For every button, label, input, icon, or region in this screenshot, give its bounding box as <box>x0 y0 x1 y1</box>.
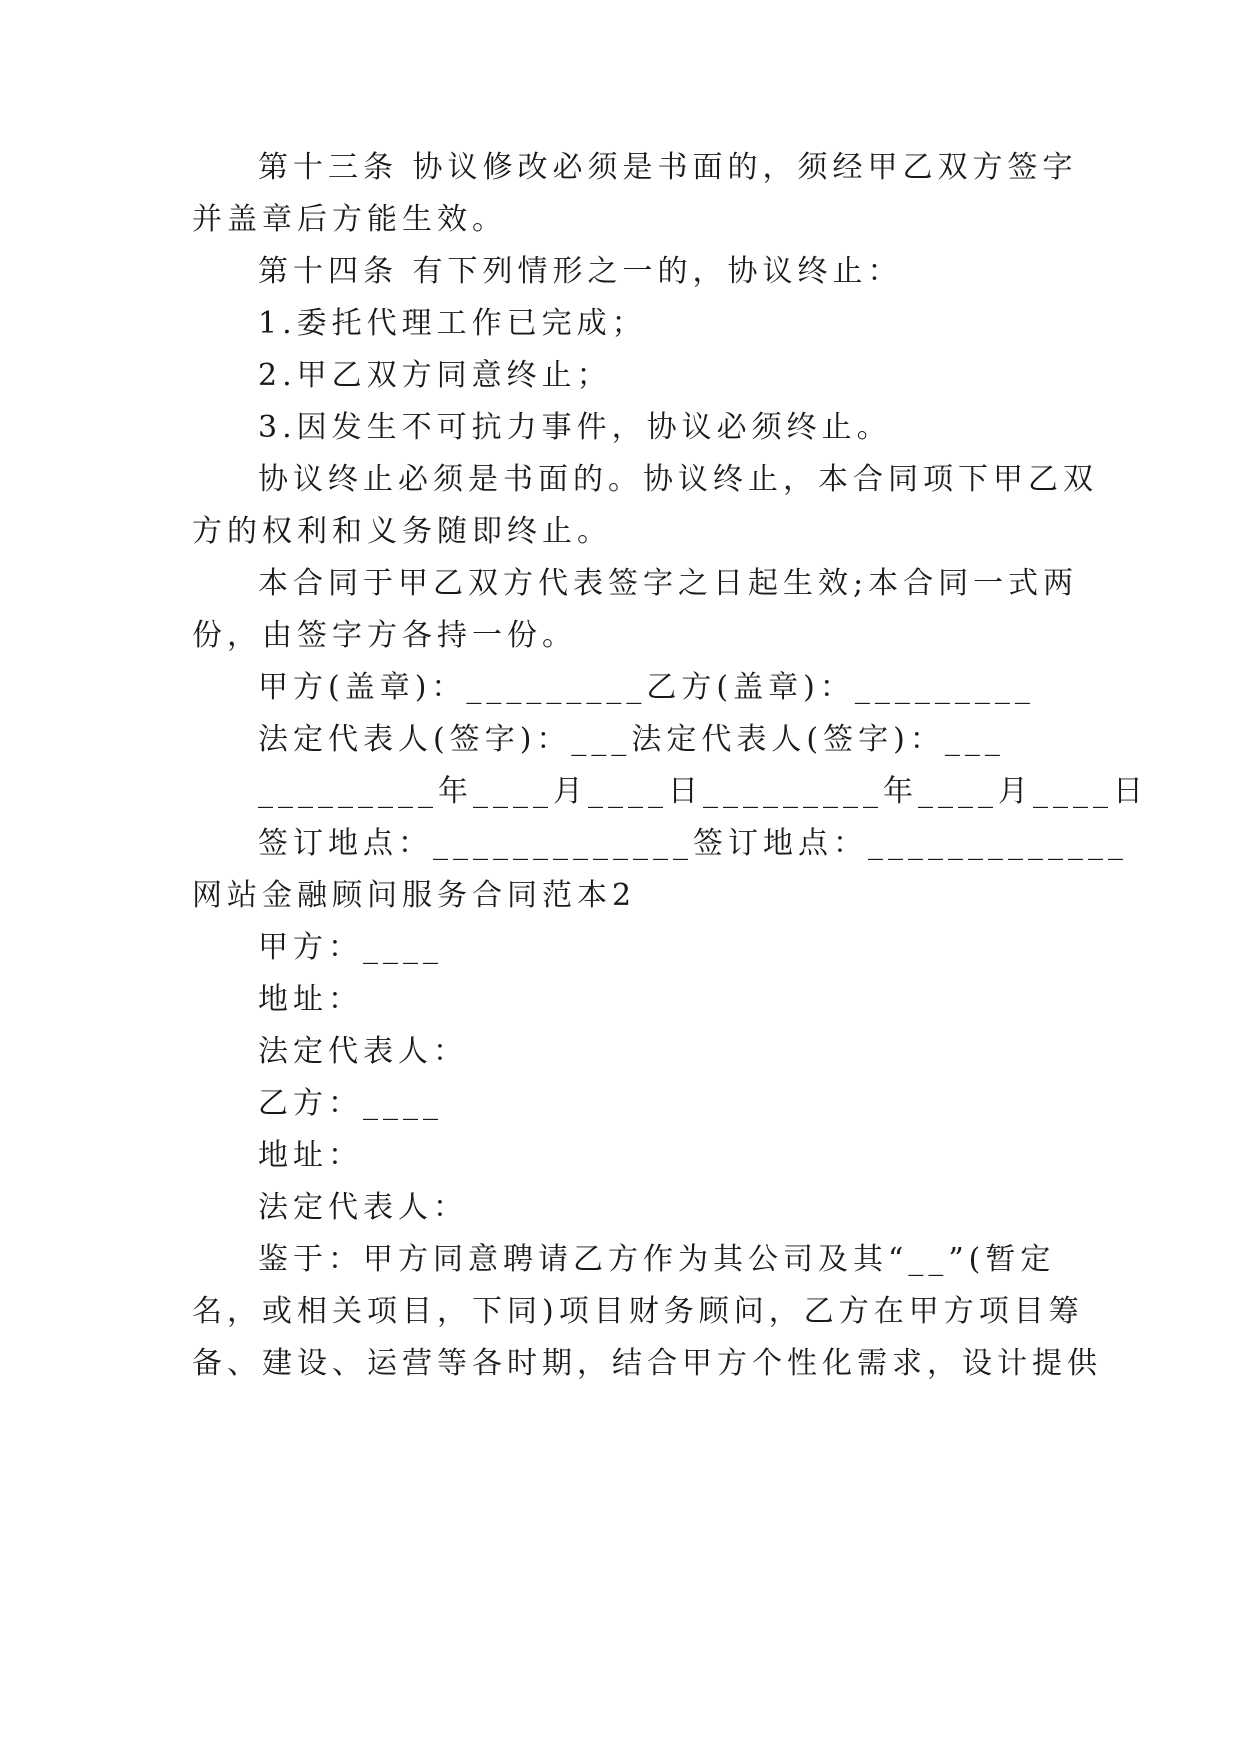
paragraph-line: 第十四条 有下列情形之一的，协议终止： <box>258 254 903 289</box>
list-item: 3.因发生不可抗力事件，协议必须终止。 <box>258 410 892 445</box>
party-a-representative-field: 法定代表人： <box>258 1034 468 1069</box>
section-title: 网站金融顾问服务合同范本2 <box>192 878 637 913</box>
signature-place-line: 签订地点：_____________签订地点：_____________ <box>258 826 1128 861</box>
signature-representative-line: 法定代表人(签字)：___法定代表人(签字)：___ <box>258 722 1005 757</box>
paragraph-line: 协议终止必须是书面的。协议终止，本合同项下甲乙双 <box>258 462 1098 497</box>
paragraph-line: 备、建设、运营等各时期，结合甲方个性化需求，设计提供 <box>192 1346 1102 1381</box>
paragraph-line: 份，由签字方各持一份。 <box>192 618 577 653</box>
paragraph-line: 第十三条 协议修改必须是书面的，须经甲乙双方签字 <box>258 150 1078 185</box>
party-b-field: 乙方：____ <box>258 1086 443 1121</box>
party-a-field: 甲方：____ <box>258 930 443 965</box>
paragraph-line: 鉴于：甲方同意聘请乙方作为其公司及其“__”(暂定 <box>258 1242 1056 1277</box>
list-item: 1.委托代理工作已完成； <box>258 306 647 341</box>
paragraph-line: 并盖章后方能生效。 <box>192 202 507 237</box>
list-item: 2.甲乙双方同意终止； <box>258 358 612 393</box>
party-a-address-field: 地址： <box>258 982 363 1017</box>
paragraph-line: 方的权利和义务随即终止。 <box>192 514 612 549</box>
signature-date-line: _________年____月____日_________年____月____日 <box>258 774 1148 809</box>
paragraph-line: 本合同于甲乙双方代表签字之日起生效;本合同一式两 <box>258 566 1079 601</box>
paragraph-line: 名，或相关项目，下同)项目财务顾问，乙方在甲方项目筹 <box>192 1294 1084 1329</box>
party-b-address-field: 地址： <box>258 1138 363 1173</box>
party-b-representative-field: 法定代表人： <box>258 1190 468 1225</box>
signature-seal-line: 甲方(盖章)：_________乙方(盖章)：_________ <box>258 670 1035 705</box>
